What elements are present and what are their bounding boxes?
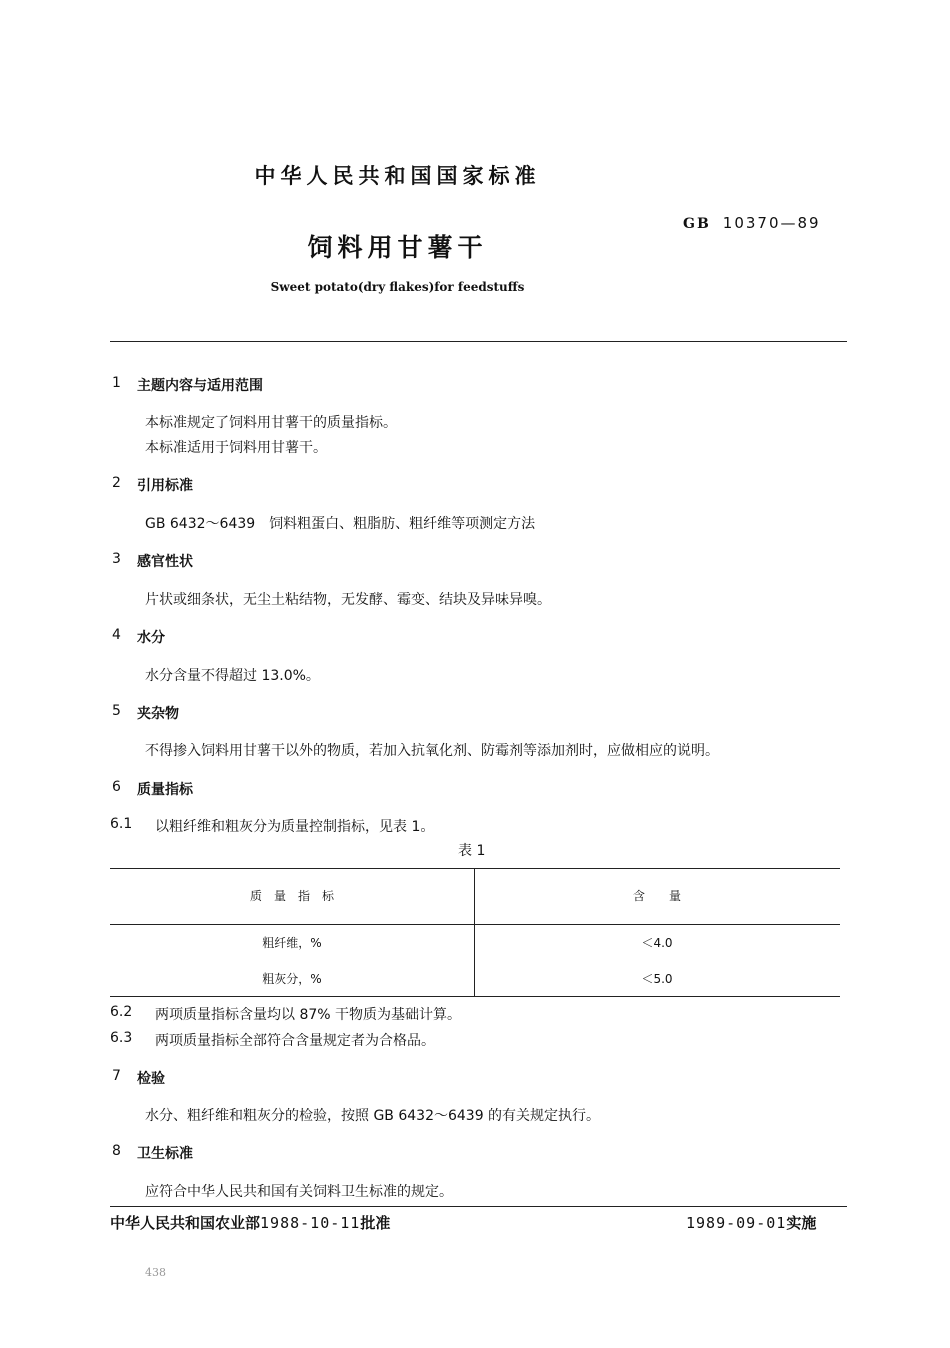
document-title: 饲料用甘薯干 [307,233,488,262]
effective-label: 实施 [786,1214,817,1232]
table-cell: ＜5.0 [641,972,673,986]
section-number: 7 [112,1068,121,1084]
table-header-cell: 质 量 指 标 [249,889,334,903]
footer-rule [110,1206,847,1207]
table-cell: 粗纤维，% [262,936,322,950]
section-paragraph: 水分、粗纤维和粗灰分的检验，按照 GB 6432～6439 的有关规定执行。 [145,1108,601,1124]
approval-line [110,1212,390,1233]
standard-code-prefix: GB [683,216,711,232]
table-cell: 粗灰分，% [262,972,322,986]
header-rule [110,341,847,342]
section-number: 6 [112,779,121,795]
section-paragraph: GB 6432～6439 饲料粗蛋白、粗脂肪、粗纤维等项测定方法 [145,516,536,532]
subsection-number: 6.3 [110,1030,133,1046]
section-title: 检验 [137,1071,165,1087]
section-title: 质量指标 [137,782,193,798]
table-bottom-rule [110,996,840,997]
table-top-rule [110,868,840,869]
section-title: 主题内容与适用范围 [137,378,263,394]
section-paragraph: 不得掺入饲料用甘薯干以外的物质，若加入抗氧化剂、防霉剂等添加剂时，应做相应的说明。 [145,743,719,759]
table-cell: ＜4.0 [641,936,673,950]
section-paragraph: 本标准适用于饲料用甘薯干。 [145,440,327,456]
page-number: 438 [145,1266,166,1279]
table-header-cell: 含 量 [632,889,681,903]
subsection-text: 以粗纤维和粗灰分为质量控制指标，见表 1。 [155,819,435,835]
section-title: 水分 [137,630,165,646]
section-title: 感官性状 [137,554,193,570]
section-number: 5 [112,703,121,719]
subsection-number: 6.1 [110,816,133,832]
section-paragraph: 应符合中华人民共和国有关饲料卫生标准的规定。 [145,1184,453,1200]
national-standard-heading: 中华人民共和国国家标准 [254,164,541,188]
table-column-divider [474,869,475,996]
issuer: 中华人民共和国农业部 [110,1214,261,1232]
section-title: 夹杂物 [137,706,179,722]
subsection-text: 两项质量指标全部符合含量规定者为合格品。 [155,1033,435,1049]
table-caption: 表 1 [458,843,486,859]
effective-line [686,1212,816,1233]
effective-date: 1989-09-01 [686,1214,787,1232]
section-number: 4 [112,627,121,643]
section-paragraph: 本标准规定了饲料用甘薯干的质量指标。 [145,415,397,431]
section-paragraph: 片状或细条状，无尘土粘结物，无发酵、霉变、结块及异味异嗅。 [145,592,551,608]
table-header-rule [110,924,840,925]
approval-date: 1988-10-11 [260,1214,361,1232]
document-subtitle: Sweet potato(dry flakes)for feedstuffs [270,280,525,294]
subsection-text: 两项质量指标含量均以 87% 干物质为基础计算。 [155,1007,462,1023]
section-title: 引用标准 [137,478,193,494]
section-number: 2 [112,475,121,491]
standard-code-number: 10370—89 [722,214,821,232]
subsection-number: 6.2 [110,1004,133,1020]
section-title: 卫生标准 [137,1146,193,1162]
approval-label: 批准 [360,1214,391,1232]
section-number: 8 [112,1143,121,1159]
section-number: 3 [112,551,121,567]
section-number: 1 [112,375,121,391]
section-paragraph: 水分含量不得超过 13.0%。 [145,668,320,684]
